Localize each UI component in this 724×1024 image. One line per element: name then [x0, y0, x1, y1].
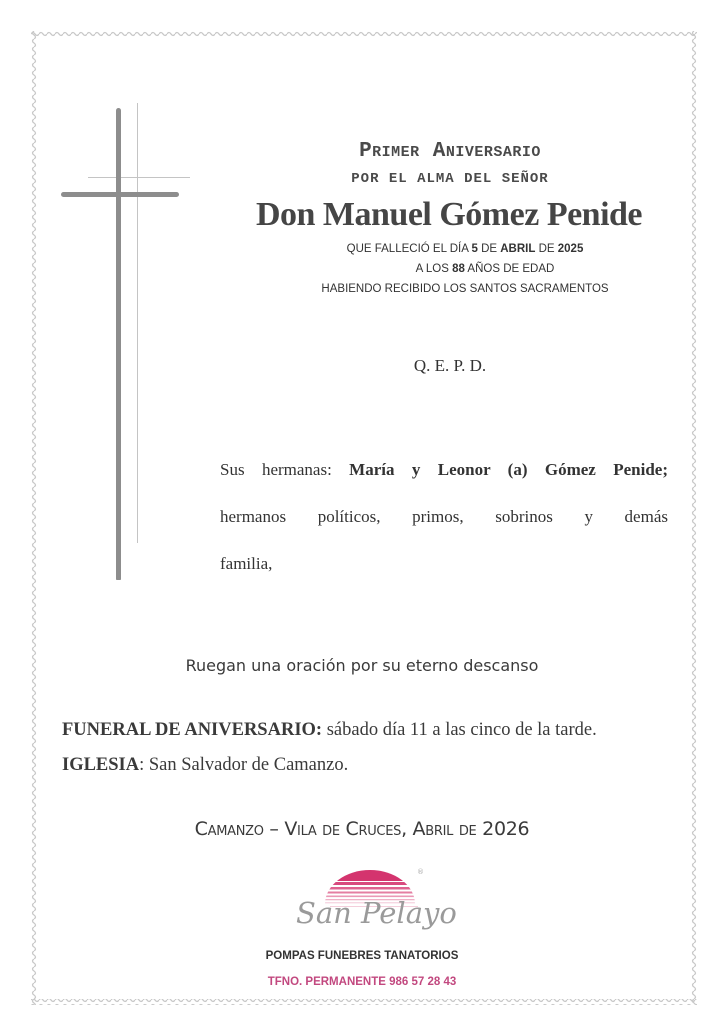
church-value: : San Salvador de Camanzo.: [139, 755, 349, 775]
death-day: 5: [471, 243, 478, 255]
deceased-name: Don Manuel Gómez Penide: [255, 196, 643, 233]
sacraments-line: HABIENDO RECIBIDO LOS SANTOS SACRAMENTOS: [321, 283, 609, 295]
family-line-family: familia,: [220, 554, 273, 573]
family-block: [220, 446, 668, 587]
anniversary-subtitle: POR EL ALMA DEL SEÑOR: [351, 171, 549, 187]
funeral-value: sábado día 11 a las cinco de la tarde.: [322, 720, 597, 740]
age-value: 88: [452, 263, 465, 275]
death-year: 2025: [557, 243, 584, 255]
family-line-relatives: hermanos políticos, primos, sobrinos y demás: [220, 507, 668, 526]
sisters-names: María y Leonor (a) Gómez Penide;: [349, 460, 668, 479]
anniversary-title: Primer Aniversario: [359, 140, 541, 163]
death-date-line: QUE FALLECIÓ EL DÍA 5 DE ABRIL DE 2025: [346, 243, 584, 255]
funeral-home-logo: [290, 864, 457, 948]
family-line-sisters: Sus hermanas: María y Leonor (a) Gómez Penide;: [220, 460, 668, 479]
funeral-label: FUNERAL DE ANIVERSARIO:: [62, 720, 323, 740]
funeral-home-tagline: POMPAS FUNEBRES TANATORIOS: [265, 950, 459, 962]
funeral-home-phone: TFNO. PERMANENTE 986 57 28 43: [267, 976, 457, 988]
logo-wordmark: San Pelayo: [296, 896, 457, 930]
prayer-request: Ruegan una oración por su eterno descanso: [185, 656, 539, 675]
place-date: Camanzo – Vila de Cruces, Abril de 2026: [194, 818, 530, 840]
church-label: IGLESIA: [62, 755, 140, 775]
age-line: A LOS 88 AÑOS DE EDAD: [415, 263, 555, 275]
registered-mark: ®: [417, 868, 424, 876]
church-info: [62, 755, 348, 776]
qepd: Q. E. P. D.: [413, 356, 487, 375]
death-month: ABRIL: [500, 243, 536, 255]
funeral-info: [62, 720, 597, 741]
